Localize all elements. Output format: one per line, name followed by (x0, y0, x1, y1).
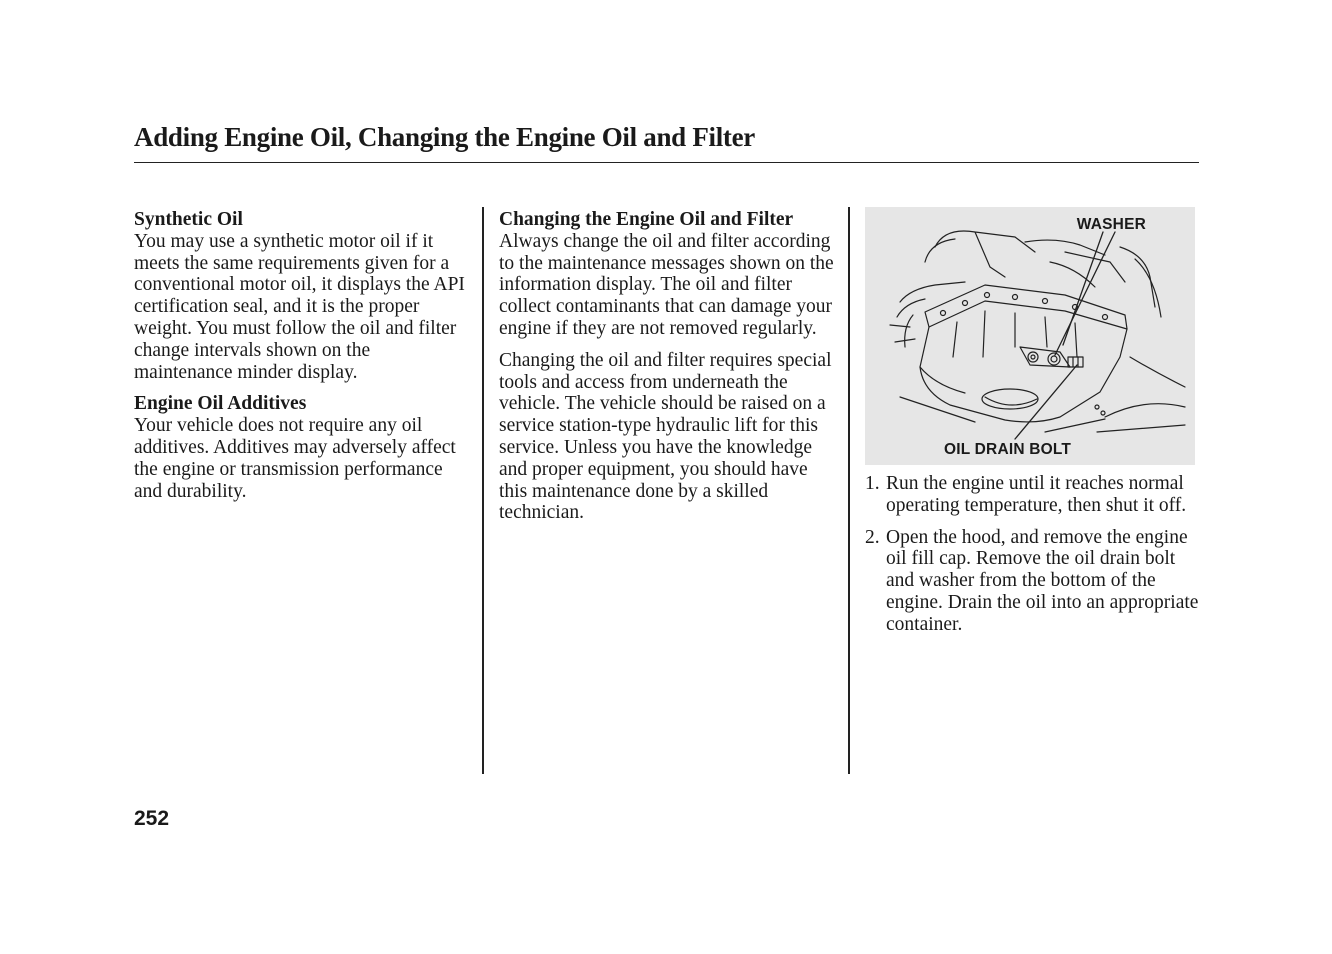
changing-oil-para-2: Changing the oil and filter requires special tools and access from underneath the vehicle. The vehicle should be raised on a service station-type hydraulic lift for this service. Unless you have the knowledge and proper equipment, you should have this maintenance done by a skilled technician. (499, 349, 832, 524)
section-synthetic-oil (134, 209, 470, 383)
step-number: 2. (865, 526, 880, 548)
synthetic-oil-text: You may use a synthetic motor oil if it meets the same requirements given for a conventional motor oil, it displays the API certification seal, and it is the proper weight. You must follow the oil and filter change intervals shown on the maintenance minder display. (134, 230, 465, 383)
oil-pan-drawing (865, 207, 1195, 465)
heading-changing-oil: Changing the Engine Oil and Filter (499, 209, 794, 230)
oil-pan-illustration (865, 207, 1195, 465)
column-divider-1 (482, 207, 484, 774)
column-divider-2 (848, 207, 850, 774)
step-item (865, 527, 1199, 636)
section-oil-additives (134, 393, 470, 502)
column-2 (499, 209, 835, 524)
oil-additives-text: Your vehicle does not require any oil additives. Additives may adversely affect the engine or transmission performance and durability. (134, 415, 456, 502)
column-1 (134, 209, 470, 512)
step-text: Run the engine until it reaches normal operating temperature, then shut it off. (886, 473, 1187, 516)
page-title: Adding Engine Oil, Changing the Engine Oil and Filter (134, 122, 755, 152)
page-number: 252 (134, 807, 170, 830)
step-text: Open the hood, and remove the engine oil fill cap. Remove the oil drain bolt and washer from the bottom of the engine. Drain the oil into an appropriate container. (886, 526, 1199, 635)
washer-callout: WASHER (1076, 216, 1146, 233)
steps-list (865, 473, 1199, 636)
heading-synthetic-oil: Synthetic Oil (134, 209, 243, 230)
heading-oil-additives: Engine Oil Additives (134, 393, 307, 415)
step-item (865, 473, 1199, 517)
drain-bolt-callout: OIL DRAIN BOLT (944, 441, 1072, 458)
step-number: 1. (865, 473, 880, 494)
column-3 (865, 207, 1199, 646)
title-rule (134, 162, 1199, 163)
changing-oil-para-1: Always change the oil and filter according to the maintenance messages shown on the information display. The oil and filter collect contaminants that can damage your engine if they are not removed regularly. (499, 230, 834, 339)
